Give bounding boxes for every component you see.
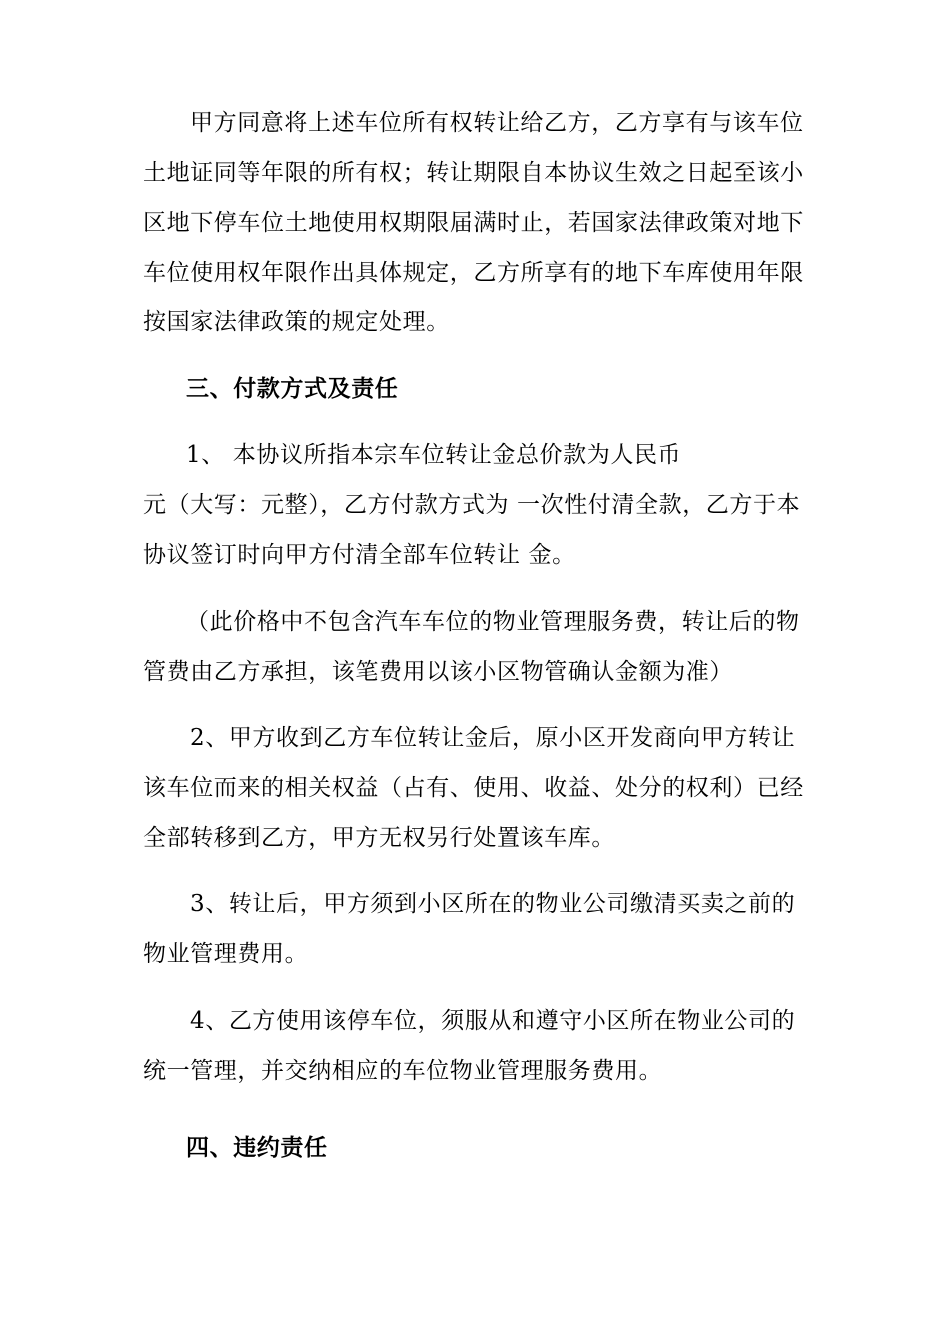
note-line-1: （此价格中不包含汽车车位的物业管理服务费，转让后的物 bbox=[186, 609, 800, 635]
item1-line-3: 协议签订时向甲方付清全部车位转让 金。 bbox=[143, 542, 576, 568]
para1-line-2: 土地证同等年限的所有权；转让期限自本协议生效之日起至该小 bbox=[143, 160, 804, 186]
item2-line-3: 全部转移到乙方，甲方无权另行处置该车库。 bbox=[143, 825, 615, 851]
section-3-heading: 三、付款方式及责任 bbox=[186, 375, 399, 402]
item3-line-1: 3、转让后，甲方须到小区所在的物业公司缴清买卖之前的 bbox=[190, 891, 796, 917]
para1-line-3: 区地下停车位土地使用权期限届满时止，若国家法律政策对地下 bbox=[143, 210, 804, 236]
para1-line-1: 甲方同意将上述车位所有权转让给乙方，乙方享有与该车位 bbox=[190, 110, 804, 136]
item1-line-1: 1、 本协议所指本宗车位转让金总价款为人民币 bbox=[186, 442, 682, 468]
item2-line-2: 该车位而来的相关权益（占有、使用、收益、处分的权利）已经 bbox=[143, 775, 804, 801]
item2-line-1: 2、甲方收到乙方车位转让金后，原小区开发商向甲方转让 bbox=[190, 725, 796, 751]
item4-line-1: 4、乙方使用该停车位，须服从和遵守小区所在物业公司的 bbox=[190, 1008, 796, 1034]
note-line-2: 管费由乙方承担，该笔费用以该小区物管确认金额为准） bbox=[143, 659, 733, 685]
section-4-heading: 四、违约责任 bbox=[186, 1134, 328, 1161]
para1-line-4: 车位使用权年限作出具体规定，乙方所享有的地下车库使用年限 bbox=[143, 260, 804, 286]
para1-line-5: 按国家法律政策的规定处理。 bbox=[143, 309, 450, 335]
item3-line-2: 物业管理费用。 bbox=[143, 941, 309, 967]
item4-line-2: 统一管理，并交纳相应的车位物业管理服务费用。 bbox=[143, 1058, 663, 1084]
item1-line-2: 元（大写：元整），乙方付款方式为 一次性付清全款，乙方于本 bbox=[143, 492, 801, 518]
